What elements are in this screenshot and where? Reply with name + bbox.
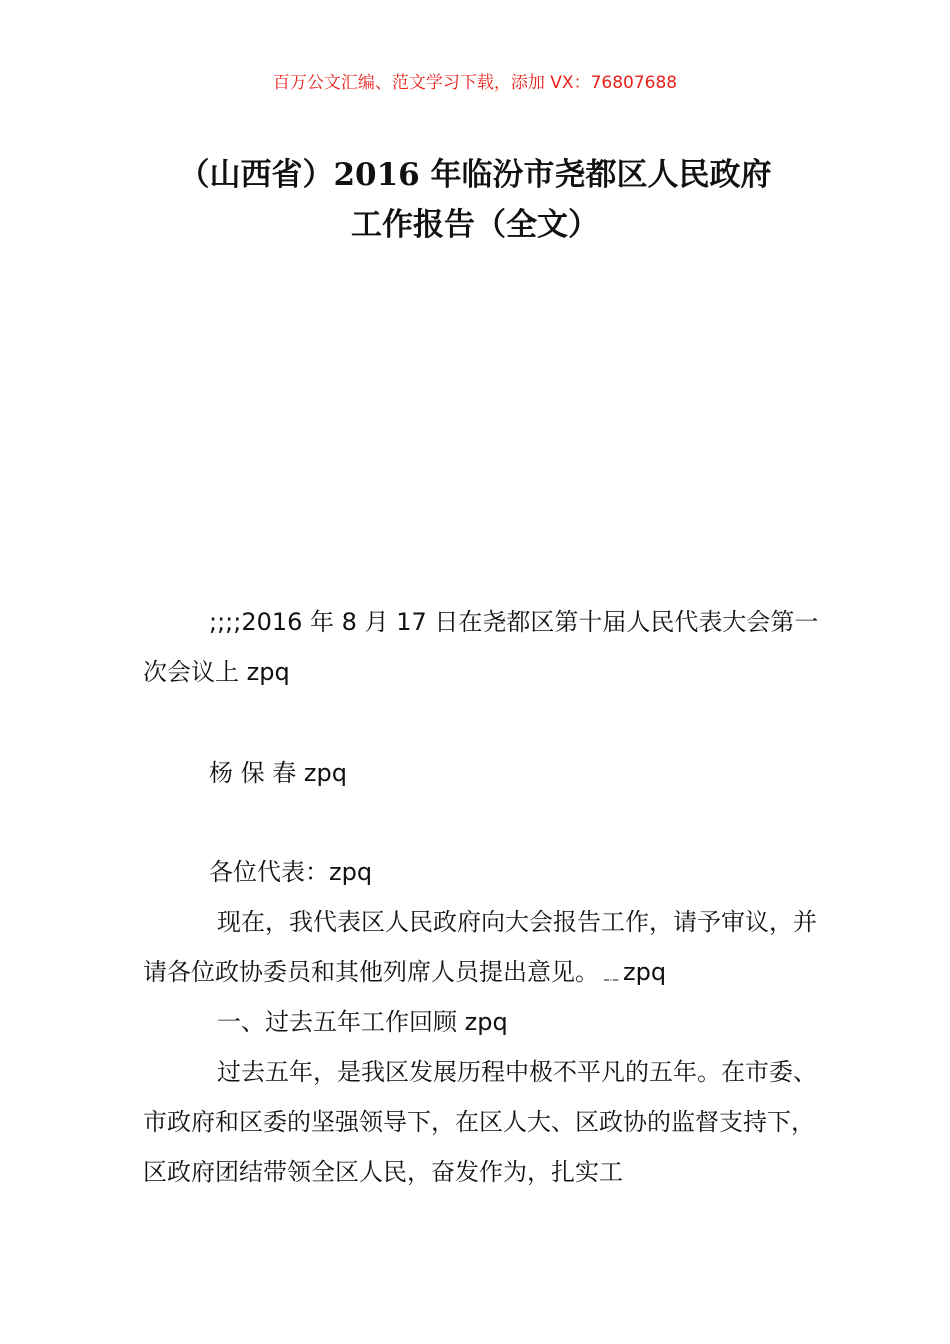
speaker-name: 杨 保 春 zpq [209,759,347,787]
document-title [0,150,950,250]
title-line-2: 工作报告（全文） [351,207,599,243]
intro-paragraph: 现在，我代表区人民政府向大会报告工作，请予审议，并请各位政协委员和其他列席人员提出意见。﹎zpq [143,908,817,986]
body-paragraph: 过去五年，是我区发展历程中极不平凡的五年。在市委、市政府和区委的坚强领导下，在区人大、区政协的监督支持下，区政府团结带领全区人民，奋发作为，扎实工 [143,1058,817,1186]
section-heading: 一、过去五年工作回顾 zpq [217,1008,508,1036]
title-line-1: （山西省）2016 年临汾市尧都区人民政府 [178,157,772,193]
salutation: 各位代表：zpq [209,858,373,886]
promo-banner: 百万公文汇编、范文学习下载，添加 VX：76807688 [272,73,678,93]
meeting-line: ;;;;2016 年 8 月 17 日在尧都区第十届人民代表大会第一次会议上 zpq [143,608,819,686]
